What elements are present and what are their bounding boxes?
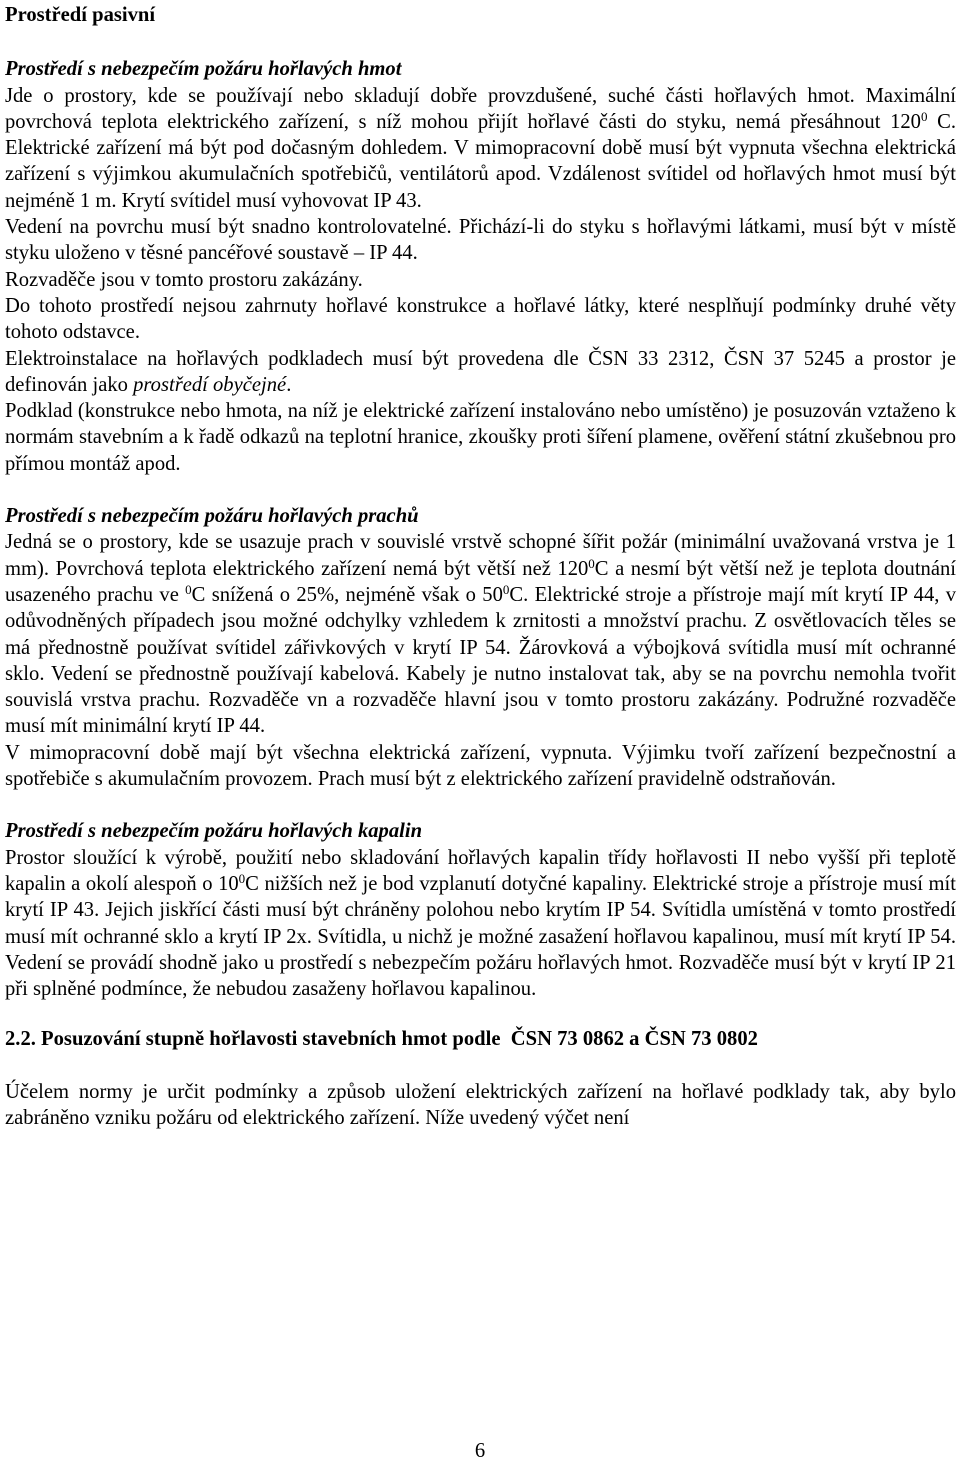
text-run: C. Elektrické zařízení má být pod dočasným dohledem. V mimopracovní době musí být vypnuta všechna elektrická zařízení s výjimkou akumulačních spotřebičů, ventilátorů apod. Vzdálenost svítidel od hořlavých hmot musí být nejméně 1 m. Krytí svítidel musí vyhovovat IP 43. xyxy=(5,110,956,212)
superscript-degree: 0 xyxy=(238,870,246,886)
section-title-flammable-liquids: Prostředí s nebezpečím požáru hořlavých kapalin xyxy=(5,820,423,843)
superscript-degree: 0 xyxy=(588,555,595,571)
text-run: Elektroinstalace na hořlavých podkladech musí být provedena dle ČSN 33 2312, ČSN 37 5245 a prostor je definován jako xyxy=(5,347,956,396)
paragraph-off-hours-dust: V mimopracovní době mají být všechna elektrická zařízení, vypnuta. Výjimku tvoří zařízení bezpečnostní a spotřebiče s akumulačním provozem. Prach musí být z elektrického zařízení pravidelně odstraňován. xyxy=(5,741,956,791)
italic-term: prostředí obyčejné xyxy=(133,373,287,396)
paragraph-flammable-dust-intro xyxy=(5,529,956,739)
text-run: C a nesmí být větší než je teplota doutnání usazeného prachu ve xyxy=(5,557,957,606)
section-title: Posuzování stupně hořlavosti stavebních hmot podle ČSN 73 0862 a ČSN 73 0802 xyxy=(41,1028,758,1051)
paragraph-surface-wiring: Vedení na povrchu musí být snadno kontrolovatelné. Přichází-li do styku s hořlavými látkami, musí být v místě styku uloženo v těsné pancéřové soustavě – IP 44. xyxy=(5,216,956,265)
paragraph-excluded-constructions: Do tohoto prostředí nejsou zahrnuty hořlavé konstrukce a hořlavé látky, které nesplňují podmínky druhé věty tohoto odstavce. xyxy=(5,294,956,344)
superscript-degree: 0 xyxy=(502,581,510,597)
text-run: . xyxy=(286,373,292,396)
text-run: C snížená o 25%, nejméně však o 50 xyxy=(191,583,503,606)
heading-passive-environment: Prostředí pasivní xyxy=(5,4,156,26)
superscript-degree: 0 xyxy=(920,108,928,124)
text-run: C nižších než je bod vzplanutí dotyčné kapaliny. Elektrické stroje a přístroje musí mít krytí IP 43. Jejich jiskřící části musí být chráněny polohou nebo krytím IP 54. Svítidla umístěná v tomto prostředí musí mít ochranné sklo a krytí IP 2x. Svítidla, u nichž je možné zasažení hořlavou kapalinou, musí mít krytí IP 54. Vedení se provádí shodně jako u prostředí s nebezpečím požáru hořlavých hmot. Rozvaděče musí být v krytí IP 21 při splněné podmínce, že nebudou zasaženy hořlavou kapalinou. xyxy=(5,872,956,1001)
paragraph-flammable-liquids xyxy=(5,845,956,1003)
section-heading-2-2 xyxy=(5,1026,956,1052)
text-run: Jde o prostory, kde se používají nebo skladují dobře provzdušené, suché části hořlavých hmot. Maximální povrchová teplota elektrického zařízení, s níž mohou přijít hořlavé části do styku, nemá přesáhnout 120 xyxy=(5,84,956,133)
paragraph-flammable-materials-intro xyxy=(5,83,956,214)
section-number: 2.2. xyxy=(5,1028,36,1051)
text-run: Jedná se o prostory, kde se usazuje prach v souvislé vrstvě schopné šířit požár (minimální uvažovaná vrstva je 1 mm). Povrchová teplota elektrického zařízení nemá být větší než 120 xyxy=(5,531,956,580)
text-run: Prostor sloužící k výrobě, použití nebo skladování hořlavých kapalin třídy hořlavosti II nebo vyšší při teplotě kapalin a okolí alespoň o 10 xyxy=(5,846,956,895)
paragraph-switchboards-prohibited: Rozvaděče jsou v tomto prostoru zakázány. xyxy=(5,268,363,291)
page-number: 6 xyxy=(474,1440,486,1462)
section-title-flammable-dust: Prostředí s nebezpečím požáru hořlavých prachů xyxy=(5,505,419,528)
paragraph-substrate-assessment: Podklad (konstrukce nebo hmota, na níž je elektrické zařízení instalováno nebo umístěno) je posuzován vztaženo k normám stavebním a k řadě odkazů na teplotní hranice, zkoušky proti šíření plamene, ověření státní zkušebnou pro přímou montáž apod. xyxy=(5,400,956,475)
superscript-degree: 0 xyxy=(185,581,192,597)
section-title-flammable-materials: Prostředí s nebezpečím požáru hořlavých hmot xyxy=(5,58,402,81)
paragraph-installation-standards xyxy=(5,346,956,399)
text-run: C. Elektrické stroje a přístroje mají mít krytí IP 44, v odůvodněných případech jsou možné odchylky vzhledem k zrnitosti a množství prachu. Z osvětlovacích těles se má přednostně používat svítidel zářivkových v krytí IP 54. Žárovková a výbojková svítidla musí mít ochranné sklo. Vedení se přednostně používají kabelová. Kabely je nutno instalovat tak, aby se na povrchu nemohla tvořit souvislá vrstva prachu. Rozvaděče vn a rozvaděče hlavní jsou v tomto prostoru zakázány. Podružné rozvaděče musí mít minimální krytí IP 44. xyxy=(5,583,956,738)
paragraph-purpose-of-standard: Účelem normy je určit podmínky a způsob uložení elektrických zařízení na hořlavé podklady tak, aby bylo zabráněno vzniku požáru od elektrického zařízení. Níže uvedený výčet není xyxy=(5,1080,956,1129)
